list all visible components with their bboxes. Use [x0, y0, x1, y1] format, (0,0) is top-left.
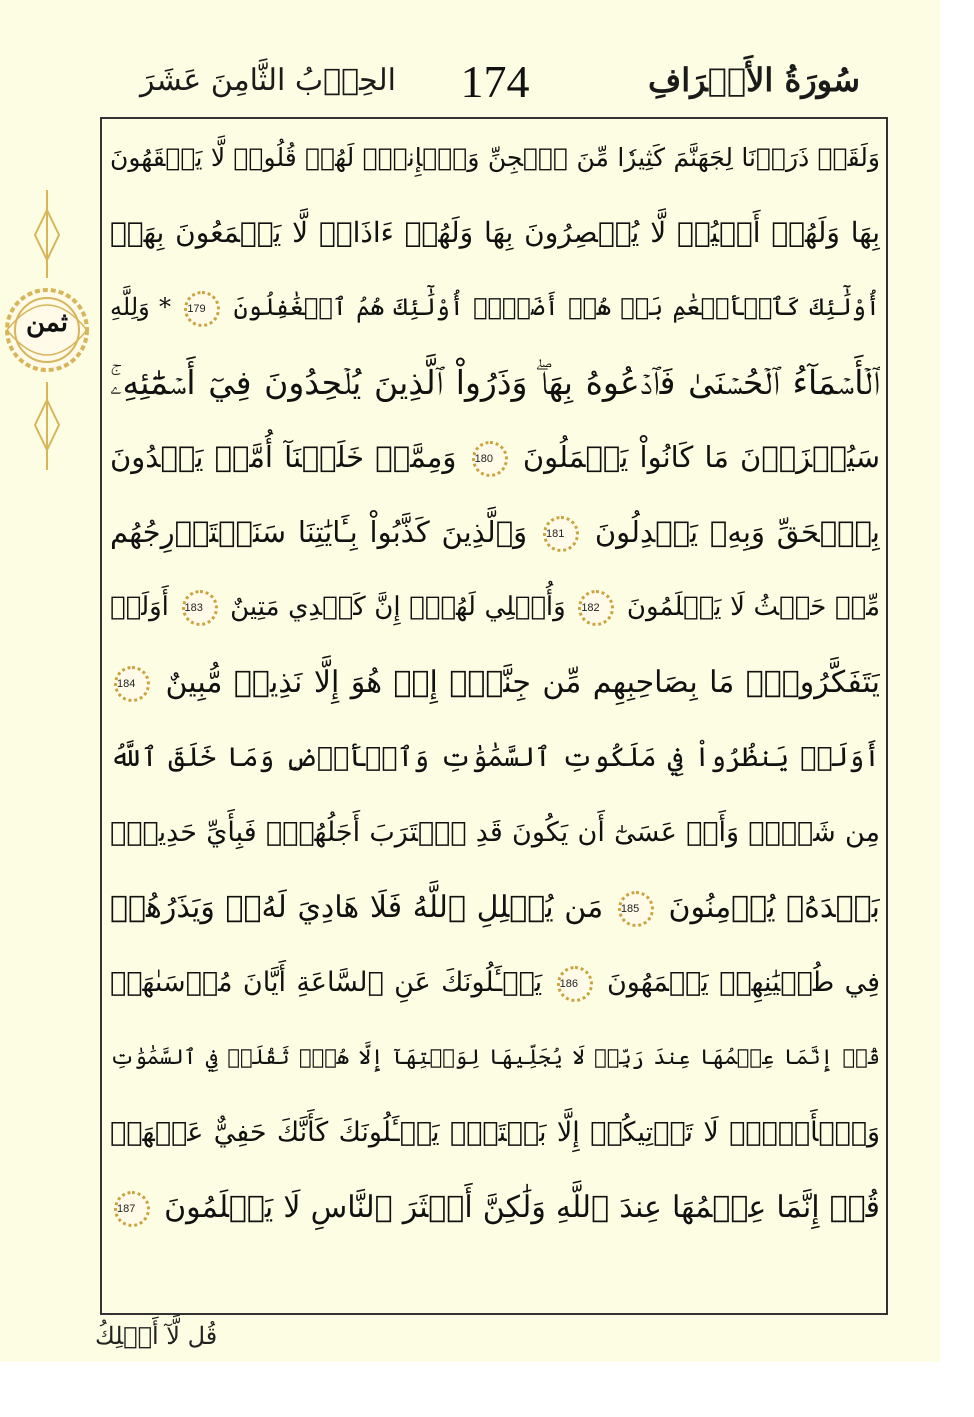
hizb-label: الحِزۡبُ الثَّامِنَ عَشَرَ: [140, 63, 396, 98]
verse-text: مَن يُضۡلِلِ ٱللَّهُ فَلَا هَادِيَ لَهُۥۚ وَيَذَرُهُمۡ: [110, 890, 604, 925]
verse-text: وَأُمۡلِي لَهُمۡۚ إِنَّ كَيۡدِي مَتِينٌ: [221, 592, 566, 622]
verse-text: ٱلۡأَسۡمَآءُ ٱلۡحُسۡنَىٰ فَٱدۡعُوهُ بِهَاۖ وَذَرُواْ ٱلَّذِينَ يُلۡحِدُونَ فِيٓ أَسۡمَٰٓئِهِۦۚ: [110, 363, 880, 402]
ayah-number-marker: 187: [114, 1191, 150, 1227]
verse-text: يَسۡـَٔلُونَكَ عَنِ ٱلسَّاعَةِ أَيَّانَ مُرۡسَىٰهَاۖ: [110, 967, 543, 998]
ayah-number-marker: 181: [543, 516, 579, 552]
verse-text: بِٱلۡحَقِّ وَبِهِۦ يَعۡدِلُونَ: [583, 515, 880, 549]
verse-text: وَٱلَّذِينَ كَذَّبُواْ بِـَٔايَٰتِنَا سَنَسۡتَدۡرِجُهُم: [110, 515, 528, 549]
verse-text: يَتَفَكَّرُواْۗ مَا بِصَاحِبِهِم مِّن جِنَّةٍۚ إِنۡ هُوَ إِلَّا نَذِيرٞ مُّبِينٌ: [154, 665, 880, 700]
thumun-label: ثمن: [25, 308, 69, 338]
verse-text: أَوَلَمۡ: [110, 592, 169, 622]
ayah-number-marker: 184: [114, 666, 150, 702]
verse-text: وَمِمَّنۡ خَلَقۡنَآ أُمَّةٞ يَهۡدُونَ: [110, 440, 457, 474]
verse-text: * وَلِلَّهِ: [110, 293, 172, 321]
verse-line: [110, 570, 880, 645]
verse-text: قُلۡ إِنَّمَا عِلۡمُهَا عِندَ رَبِّيۖ لَا يُجَلِّيهَا لِوَقۡتِهَآ إِلَّا هُوَۚ ثَقُلَتۡ فِي ٱلسَّمَٰوَٰتِ: [110, 1045, 880, 1069]
verse-line: [110, 495, 880, 570]
page-number: 174: [460, 56, 530, 107]
verse-line: [110, 345, 880, 420]
verse-line: [110, 645, 880, 720]
verse-text: بَعۡدَهُۥ يُؤۡمِنُونَ: [657, 890, 880, 925]
verse-line: [110, 270, 880, 345]
ayah-number-marker: 186: [557, 966, 593, 1002]
ayah-number-marker: 180: [472, 441, 508, 477]
surah-name: سُورَةُ الأَعۡرَافِ: [648, 61, 860, 99]
verse-line: [110, 1020, 880, 1095]
verse-line: [110, 1095, 880, 1170]
verse-line: [110, 870, 880, 945]
verse-line: [110, 195, 880, 270]
verse-line: [110, 720, 880, 795]
verse-text: بِهَا وَلَهُمۡ أَعۡيُنٞ لَّا يُبۡصِرُونَ بِهَا وَلَهُمۡ ءَاذَانٞ لَّا يَسۡمَعُونَ بِهَآۚ: [110, 216, 880, 249]
verse-text: أَوَلَمۡ يَنظُرُواْ فِي مَلَكُوتِ ٱلسَّمَٰوَٰتِ وَٱلۡأَرۡضِ وَمَا خَلَقَ ٱللَّهُ: [110, 742, 880, 773]
ayah-number-marker: 182: [578, 590, 614, 626]
verse-line: [110, 1170, 880, 1245]
verse-text: فِي طُغۡيَٰنِهِمۡ يَعۡمَهُونَ: [596, 967, 880, 998]
verse-text: سَيُجۡزَوۡنَ مَا كَانُواْ يَعۡمَلُونَ: [511, 440, 880, 474]
verse-text: مِن شَيۡءٖ وَأَنۡ عَسَىٰٓ أَن يَكُونَ قَدِ ٱقۡتَرَبَ أَجَلُهُمۡۖ فَبِأَيِّ حَدِيثِۭ: [110, 817, 880, 848]
ayah-number-marker: 179: [184, 291, 220, 327]
verse-text: مِّنۡ حَيۡثُ لَا يَعۡلَمُونَ: [618, 592, 880, 622]
catchword: قُل لَّآ أَمۡلِكُ: [95, 1322, 218, 1350]
quran-text-block: [110, 120, 880, 1310]
verse-line: [110, 120, 880, 195]
verse-text: قُلۡ إِنَّمَا عِلۡمُهَا عِندَ ٱللَّهِ وَلَٰكِنَّ أَكۡثَرَ ٱلنَّاسِ لَا يَعۡلَمُونَ: [154, 1190, 880, 1225]
ayah-number-marker: 183: [182, 590, 218, 626]
verse-line: [110, 945, 880, 1020]
ayah-number-marker: 185: [618, 891, 654, 927]
verse-text: أُوْلَٰٓئِكَ كَٱلۡأَنۡعَٰمِ بَلۡ هُمۡ أَضَلُّۚ أُوْلَٰٓئِكَ هُمُ ٱلۡغَٰفِلُونَ: [224, 293, 880, 321]
verse-line: [110, 420, 880, 495]
verse-text: وَلَقَدۡ ذَرَأۡنَا لِجَهَنَّمَ كَثِيرٗا مِّنَ ٱلۡجِنِّ وَٱلۡإِنسِۖ لَهُمۡ قُلُوبٞ لَّا يَفۡقَهُونَ: [110, 143, 880, 172]
page-header: [100, 55, 890, 115]
verse-text: وَٱلۡأَرۡضِۚ لَا تَأۡتِيكُمۡ إِلَّا بَغۡتَةٗۗ يَسۡـَٔلُونَكَ كَأَنَّكَ حَفِيٌّ عَنۡهَاۖ: [110, 1117, 880, 1148]
thumun-marker-ornament: [4, 190, 90, 470]
verse-line: [110, 795, 880, 870]
